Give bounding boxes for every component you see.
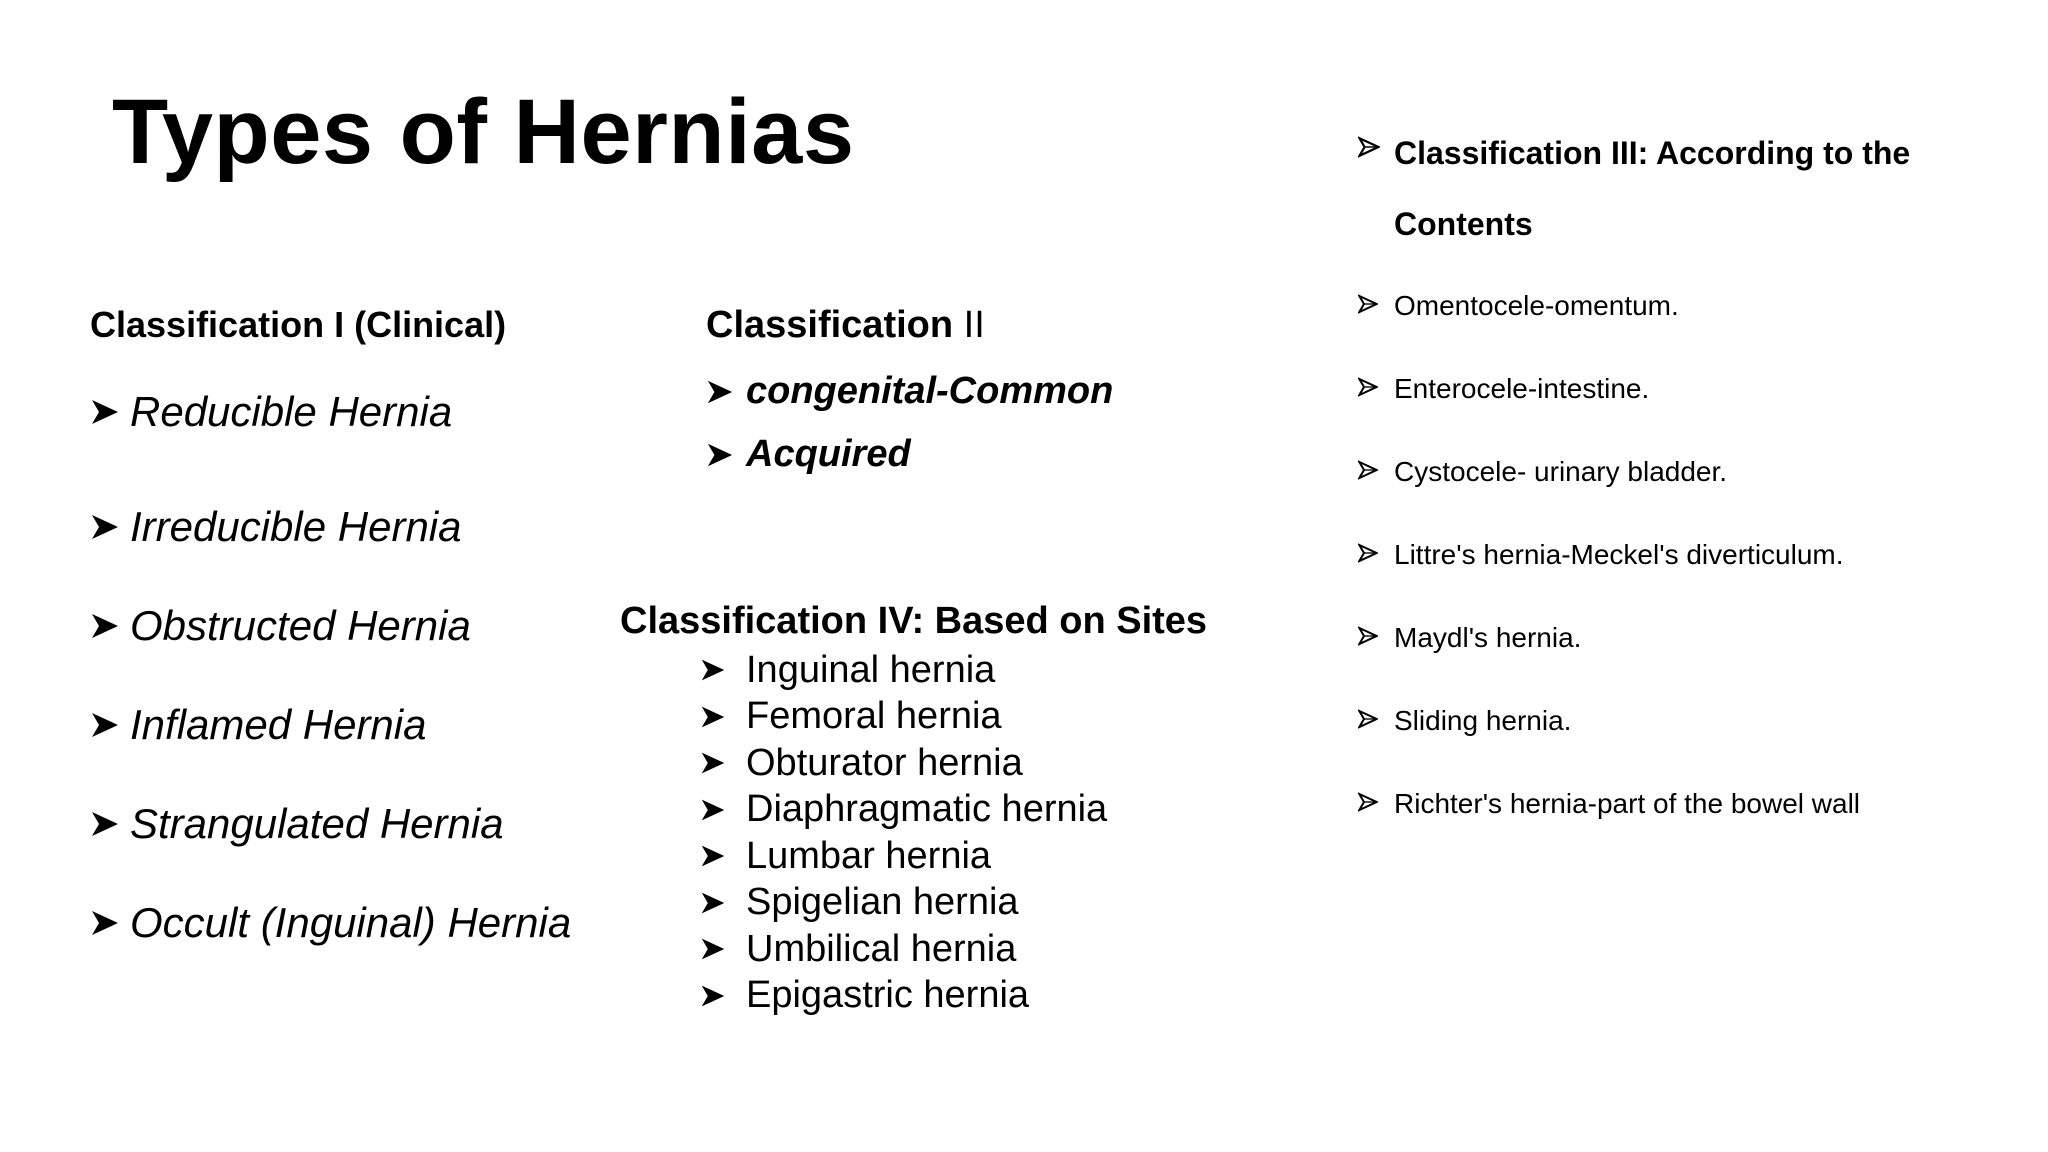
arrowhead-bullet-icon bbox=[700, 890, 746, 916]
arrowhead-bullet-icon bbox=[1358, 778, 1394, 812]
arrowhead-bullet-icon bbox=[700, 936, 746, 962]
arrowhead-bullet-icon bbox=[90, 710, 130, 740]
list-item bbox=[1358, 529, 1874, 612]
list-item-text: Acquired bbox=[746, 433, 911, 475]
list-item-text: Obturator hernia bbox=[746, 741, 1023, 784]
list-item bbox=[700, 647, 1107, 694]
list-item-text: Umbilical hernia bbox=[746, 927, 1017, 970]
list-item bbox=[1358, 695, 1874, 778]
list-item bbox=[1358, 778, 1874, 861]
arrowhead-bullet-icon bbox=[1358, 529, 1394, 563]
arrowhead-bullet-icon bbox=[90, 908, 130, 938]
list-item bbox=[90, 477, 571, 576]
classification-3-heading-text: Classification III: According to the Contents bbox=[1394, 135, 1911, 242]
list-item-text: Spigelian hernia bbox=[746, 881, 1019, 924]
list-item bbox=[706, 423, 1113, 486]
list-item bbox=[90, 675, 571, 774]
list-item-text: Maydl's hernia. bbox=[1394, 622, 1582, 653]
arrowhead-bullet-icon bbox=[700, 983, 746, 1009]
arrowhead-bullet-icon bbox=[90, 512, 130, 542]
list-item-text: Omentocele-omentum. bbox=[1394, 290, 1679, 321]
list-item-text: Sliding hernia. bbox=[1394, 705, 1572, 736]
list-item bbox=[700, 694, 1107, 741]
list-item bbox=[706, 360, 1113, 423]
list-item-text: Occult (Inguinal) Hernia bbox=[130, 898, 572, 946]
list-item bbox=[1358, 363, 1874, 446]
list-item bbox=[1358, 612, 1874, 695]
arrowhead-bullet-icon bbox=[700, 657, 746, 683]
arrowhead-bullet-icon bbox=[706, 378, 746, 406]
list-item bbox=[700, 880, 1107, 927]
arrowhead-bullet-icon bbox=[1358, 280, 1394, 314]
list-item bbox=[90, 774, 571, 873]
classification-2-heading-text: Classification bbox=[706, 304, 964, 346]
list-item-text: Inguinal hernia bbox=[746, 648, 996, 691]
arrowhead-bullet-icon bbox=[90, 809, 130, 839]
arrowhead-bullet-icon bbox=[700, 843, 746, 869]
arrowhead-bullet-icon bbox=[90, 611, 130, 641]
classification-4-list bbox=[700, 647, 1107, 1019]
list-item-text: Littre's hernia-Meckel's diverticulum. bbox=[1394, 539, 1844, 570]
list-item bbox=[90, 873, 571, 972]
slide-title: Types of Hernias bbox=[112, 81, 855, 183]
arrowhead-bullet-icon bbox=[1358, 695, 1394, 729]
list-item-text: Cystocele- urinary bladder. bbox=[1394, 456, 1728, 487]
arrowhead-bullet-icon bbox=[1358, 446, 1394, 480]
classification-3-list bbox=[1358, 280, 1874, 861]
list-item-text: Irreducible Hernia bbox=[130, 502, 462, 550]
list-item-text: Strangulated Hernia bbox=[130, 799, 504, 847]
arrowhead-bullet-icon bbox=[1358, 612, 1394, 646]
classification-4-heading: Classification IV: Based on Sites bbox=[620, 600, 1208, 642]
arrowhead-bullet-icon bbox=[1358, 118, 1394, 158]
classification-2-heading bbox=[706, 304, 985, 347]
arrowhead-bullet-icon bbox=[90, 397, 130, 427]
list-item bbox=[1358, 446, 1874, 529]
list-item bbox=[700, 926, 1107, 973]
list-item bbox=[90, 378, 571, 446]
arrowhead-bullet-icon bbox=[700, 797, 746, 823]
list-item-text: Lumbar hernia bbox=[746, 834, 992, 877]
arrowhead-bullet-icon bbox=[700, 750, 746, 776]
list-item-text: Epigastric hernia bbox=[746, 974, 1030, 1017]
list-item bbox=[90, 576, 571, 675]
list-item-text: Obstructed Hernia bbox=[130, 601, 471, 649]
list-item-text: Reducible Hernia bbox=[130, 388, 453, 435]
list-item-text: Diaphragmatic hernia bbox=[746, 788, 1108, 831]
classification-2-list bbox=[706, 360, 1113, 486]
list-item bbox=[700, 973, 1107, 1020]
arrowhead-bullet-icon bbox=[706, 441, 746, 469]
classification-1-heading: Classification I (Clinical) bbox=[90, 304, 507, 345]
list-item-text: congenital-Common bbox=[746, 370, 1114, 412]
arrowhead-bullet-icon bbox=[1358, 363, 1394, 397]
list-item bbox=[700, 833, 1107, 880]
list-item bbox=[700, 787, 1107, 834]
classification-3-heading bbox=[1358, 118, 1914, 260]
list-item bbox=[1358, 280, 1874, 363]
classification-2-numeral: II bbox=[963, 304, 985, 346]
list-item-text: Enterocele-intestine. bbox=[1394, 373, 1650, 404]
arrowhead-bullet-icon bbox=[700, 704, 746, 730]
list-item-text: Femoral hernia bbox=[746, 695, 1002, 738]
classification-1-list bbox=[90, 378, 571, 972]
list-item-text: Inflamed Hernia bbox=[130, 700, 427, 748]
list-item-text: Richter's hernia-part of the bowel wall bbox=[1394, 788, 1861, 819]
list-item bbox=[700, 740, 1107, 787]
